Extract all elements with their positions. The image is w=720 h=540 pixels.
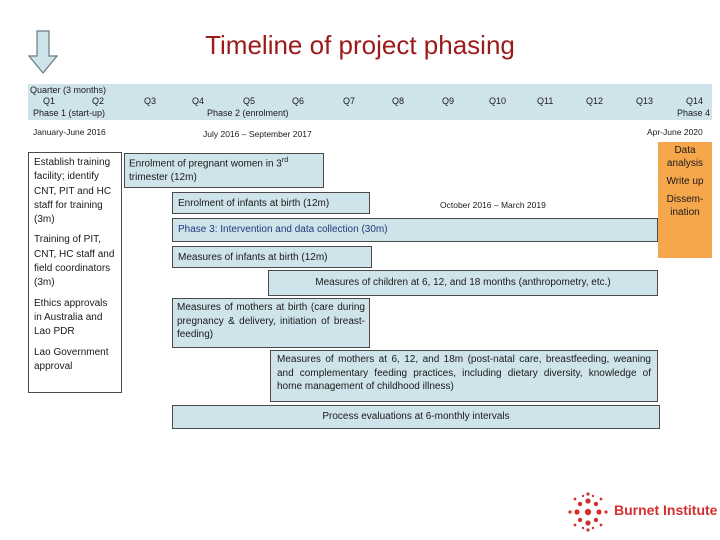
- setup-item: Ethics approvals in Australia and Lao PDR: [34, 297, 108, 338]
- quarter-q2: Q2: [92, 96, 105, 106]
- quarter-q14: Q14: [686, 96, 704, 106]
- quarter-q3: Q3: [144, 96, 157, 106]
- measures-mothers-birth-box: Measures of mothers at birth (care during pregnancy & delivery, initiation of breast-feeding): [172, 298, 370, 348]
- page-title: Timeline of project phasing: [205, 30, 515, 60]
- quarter-q4: Q4: [192, 96, 205, 106]
- enrolment-infants-box: Enrolment of infants at birth (12m): [172, 192, 370, 214]
- setup-item: Establish training facility; identify CNT, PIT and HC staff for training (3m): [34, 157, 112, 226]
- phase4-label: Phase 4: [677, 108, 711, 118]
- phase3-intervention-box: Phase 3: Intervention and data collection (30m): [172, 218, 658, 242]
- burnet-institute-logo: [566, 492, 716, 532]
- phase2-dates: July 2016 – September 2017: [203, 129, 312, 139]
- setup-item: Training of PIT, CNT, HC staff and field coordinators (3m): [34, 234, 115, 289]
- phase4-item: Write up: [666, 176, 704, 187]
- quarter-q5: Q5: [243, 96, 256, 106]
- setup-item: Lao Government approval: [34, 346, 109, 372]
- phase3-dates: October 2016 – March 2019: [440, 200, 546, 210]
- logo-mark-icon: [566, 492, 610, 532]
- measures-infants-box: Measures of infants at birth (12m): [172, 246, 372, 268]
- quarter-q10: Q10: [489, 96, 507, 106]
- quarter-q13: Q13: [636, 96, 654, 106]
- quarter-q12: Q12: [586, 96, 604, 106]
- phase1-dates: January-June 2016: [33, 127, 106, 137]
- quarter-q8: Q8: [392, 96, 405, 106]
- phase4-dates: Apr-June 2020: [647, 127, 703, 137]
- phase2-label: Phase 2 (enrolment): [207, 108, 289, 118]
- phase4-item: Data analysis: [666, 145, 704, 169]
- quarter-q11: Q11: [537, 96, 554, 106]
- process-evaluations-box: Process evaluations at 6-monthly intervals: [172, 405, 660, 429]
- down-arrow-icon: [28, 30, 58, 74]
- setup-activities-box: [28, 152, 122, 393]
- phase4-activities-box: [658, 142, 712, 258]
- measures-mothers-followup-box: Measures of mothers at 6, 12, and 18m (post-natal care, breastfeeding, weaning and complementary feeding practices, including dietary diversity, knowledge of home management of childhood illness): [270, 350, 658, 402]
- quarter-q9: Q9: [442, 96, 455, 106]
- quarter-q1: Q1: [43, 96, 56, 106]
- phase4-item: Dissem-ination: [666, 194, 704, 218]
- enrolment-pregnant-women-box: Enrolment of pregnant women in 3rd trimester (12m): [124, 153, 324, 188]
- quarter-q6: Q6: [292, 96, 305, 106]
- quarter-label: Quarter (3 months): [30, 85, 107, 95]
- logo-text: Burnet Institute: [614, 502, 718, 518]
- phase1-label: Phase 1 (start-up): [33, 108, 106, 118]
- measures-children-box: Measures of children at 6, 12, and 18 months (anthropometry, etc.): [268, 270, 658, 296]
- quarter-q7: Q7: [343, 96, 356, 106]
- quarter-header-band: [28, 84, 712, 120]
